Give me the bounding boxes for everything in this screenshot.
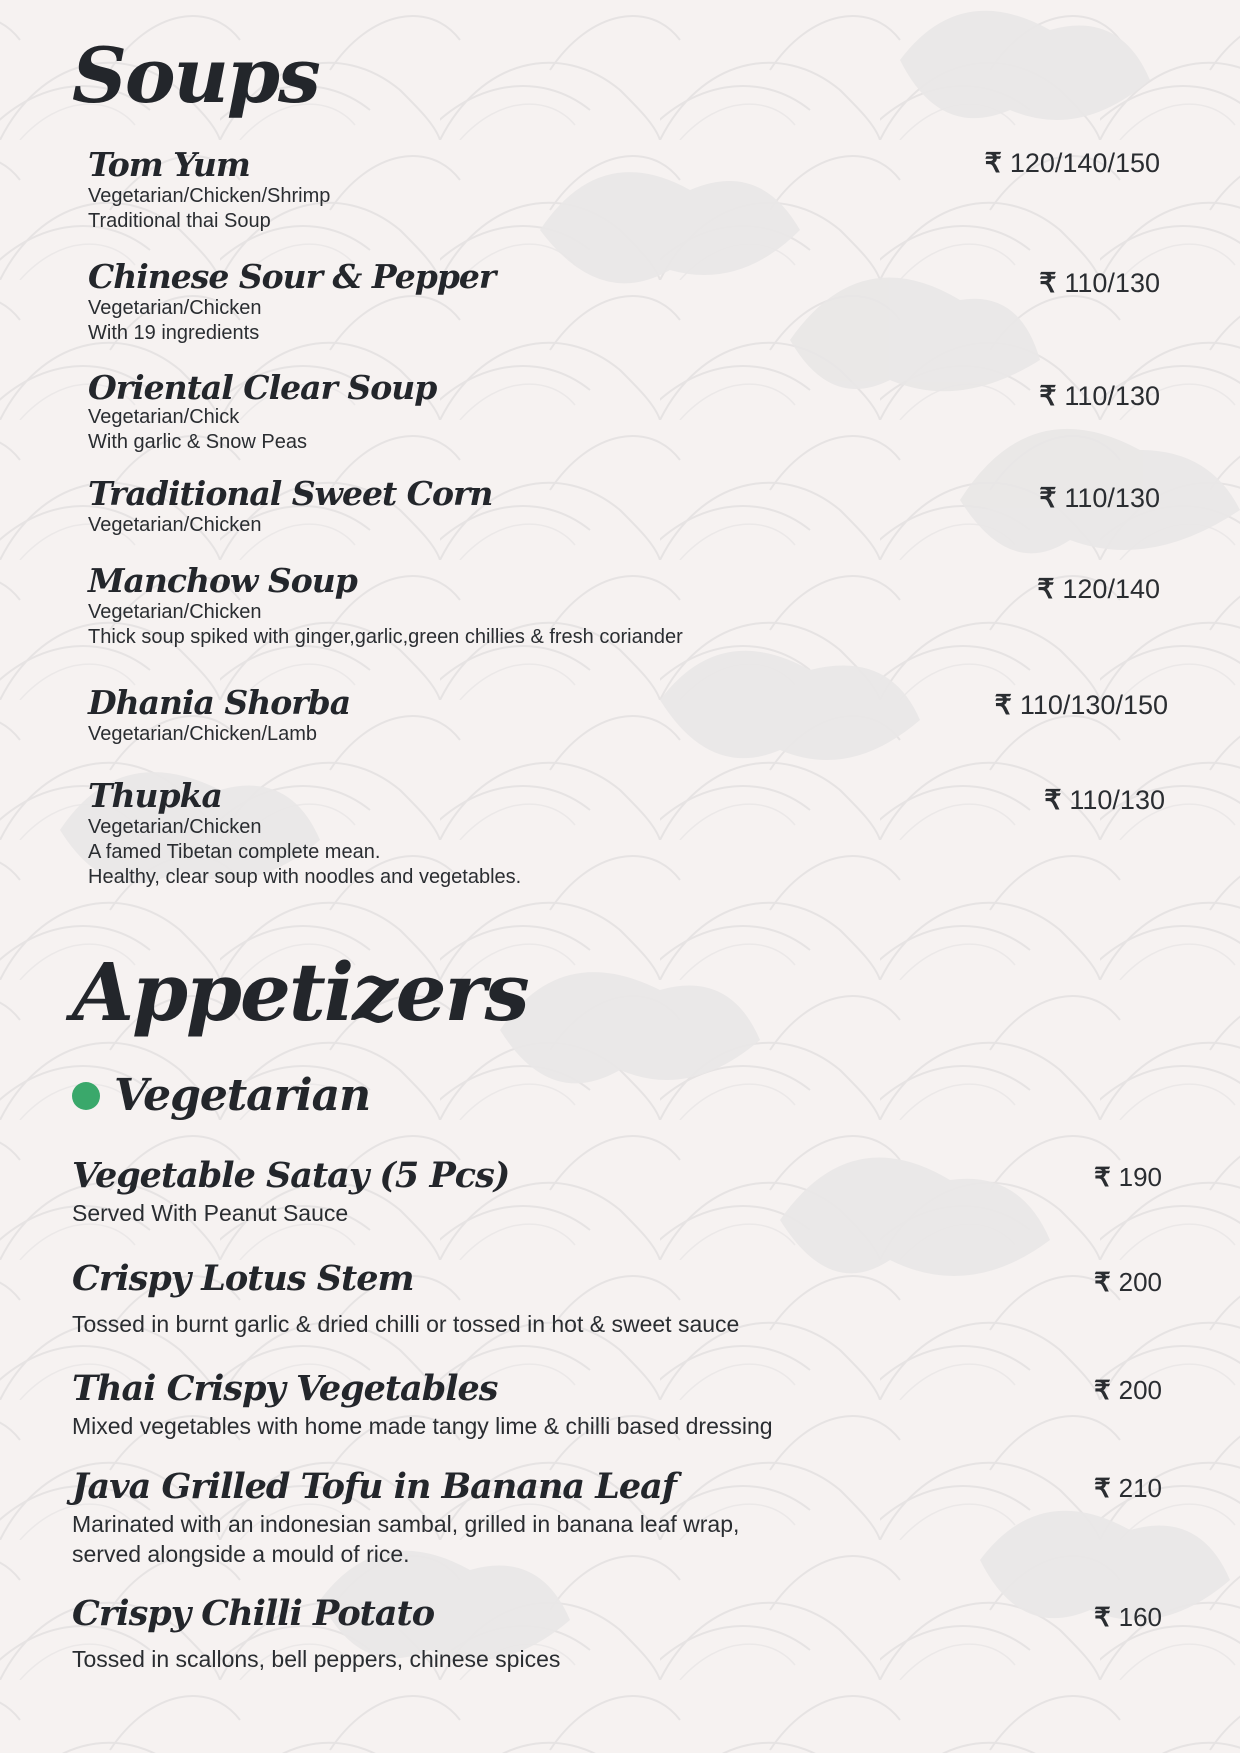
- menu-item: [88, 684, 1240, 747]
- menu-item: [88, 146, 1240, 234]
- item-price: [1044, 785, 1165, 816]
- rupee-icon: ₹: [984, 148, 1002, 178]
- item-name: Crispy Chilli Potato: [72, 1593, 435, 1634]
- rupee-icon: ₹: [1039, 483, 1057, 513]
- menu-item: [72, 1257, 1240, 1339]
- menu-item: [88, 562, 1240, 650]
- item-description: Vegetarian/Chicken: [88, 601, 262, 623]
- rupee-icon: ₹: [1044, 785, 1062, 815]
- item-price: [1094, 1602, 1162, 1633]
- price-value: 110/130/150: [1019, 690, 1168, 720]
- item-name: Traditional Sweet Corn: [88, 474, 493, 513]
- item-description: A famed Tibetan complete mean.: [88, 841, 381, 863]
- price-value: 160: [1118, 1602, 1162, 1632]
- item-price: [995, 690, 1168, 721]
- item-name: Thai Crispy Vegetables: [72, 1368, 498, 1409]
- item-name: Vegetable Satay (5 Pcs): [72, 1155, 510, 1196]
- veg-indicator-icon: [72, 1082, 100, 1110]
- item-price: [1039, 483, 1160, 514]
- menu-item: [72, 1592, 1240, 1674]
- price-value: 110/130: [1064, 381, 1160, 411]
- soups-title: Soups: [72, 31, 319, 120]
- rupee-icon: ₹: [1037, 574, 1055, 604]
- item-description: Vegetarian/Chick: [88, 406, 240, 428]
- item-price: [1094, 1267, 1162, 1298]
- item-name: Dhania Shorba: [88, 683, 351, 722]
- item-name: Java Grilled Tofu in Banana Leaf: [72, 1466, 676, 1507]
- item-description: Tossed in scallons, bell peppers, chinese spices: [72, 1646, 561, 1672]
- item-price: [1039, 381, 1160, 412]
- item-name: Crispy Lotus Stem: [72, 1258, 414, 1299]
- item-description: With garlic & Snow Peas: [88, 431, 307, 453]
- item-price: [1037, 574, 1160, 605]
- menu-item: [72, 1367, 1240, 1441]
- vegetarian-subheading: [72, 1066, 370, 1126]
- price-value: 200: [1118, 1375, 1162, 1405]
- price-value: 110/130: [1064, 268, 1160, 298]
- item-name: Oriental Clear Soup: [88, 368, 437, 407]
- subheading-label: Vegetarian: [114, 1070, 371, 1121]
- price-value: 210: [1118, 1473, 1162, 1503]
- price-value: 120/140: [1062, 574, 1160, 604]
- price-value: 110/130: [1069, 785, 1165, 815]
- item-price: [985, 148, 1160, 179]
- item-description: Vegetarian/Chicken: [88, 514, 262, 536]
- item-description: Mixed vegetables with home made tangy lime & chilli based dressing: [72, 1413, 773, 1439]
- rupee-icon: ₹: [1039, 381, 1057, 411]
- rupee-icon: ₹: [1094, 1162, 1111, 1192]
- menu-item: [88, 258, 1240, 346]
- item-description: Vegetarian/Chicken/Lamb: [88, 723, 318, 745]
- menu-item: [88, 368, 1240, 455]
- rupee-icon: ₹: [1094, 1375, 1111, 1405]
- item-name: Chinese Sour & Pepper: [88, 257, 496, 296]
- item-price: [1094, 1162, 1162, 1193]
- item-description: Tossed in burnt garlic & dried chilli or tossed in hot & sweet sauce: [72, 1311, 740, 1337]
- price-value: 120/140/150: [1009, 148, 1160, 178]
- item-description: With 19 ingredients: [88, 322, 260, 344]
- rupee-icon: ₹: [1094, 1473, 1111, 1503]
- item-description: Healthy, clear soup with noodles and vegetables.: [88, 866, 522, 888]
- rupee-icon: ₹: [994, 690, 1012, 720]
- rupee-icon: ₹: [1039, 268, 1057, 298]
- item-description: Traditional thai Soup: [88, 210, 271, 232]
- item-name: Thupka: [88, 776, 222, 815]
- item-price: [1094, 1375, 1162, 1406]
- menu-item: [88, 777, 1240, 890]
- item-description: Thick soup spiked with ginger,garlic,green chillies & fresh coriander: [88, 626, 683, 648]
- appetizers-title: Appetizers: [72, 945, 528, 1039]
- price-value: 190: [1118, 1162, 1162, 1192]
- menu-item: [72, 1465, 1240, 1569]
- price-value: 200: [1118, 1267, 1162, 1297]
- item-description: Served With Peanut Sauce: [72, 1200, 349, 1226]
- item-name: Manchow Soup: [88, 561, 357, 600]
- item-description: Vegetarian/Chicken: [88, 297, 262, 319]
- item-price: [1094, 1473, 1162, 1504]
- item-description: Vegetarian/Chicken/Shrimp: [88, 185, 331, 207]
- rupee-icon: ₹: [1094, 1267, 1111, 1297]
- price-value: 110/130: [1064, 483, 1160, 513]
- item-description: Vegetarian/Chicken: [88, 816, 262, 838]
- item-description: served alongside a mould of rice.: [72, 1541, 410, 1567]
- item-name: Tom Yum: [88, 145, 250, 184]
- rupee-icon: ₹: [1094, 1602, 1111, 1632]
- item-price: [1039, 268, 1160, 299]
- item-description: Marinated with an indonesian sambal, grilled in banana leaf wrap,: [72, 1511, 740, 1537]
- menu-item: [88, 475, 1240, 538]
- menu-item: [72, 1154, 1240, 1228]
